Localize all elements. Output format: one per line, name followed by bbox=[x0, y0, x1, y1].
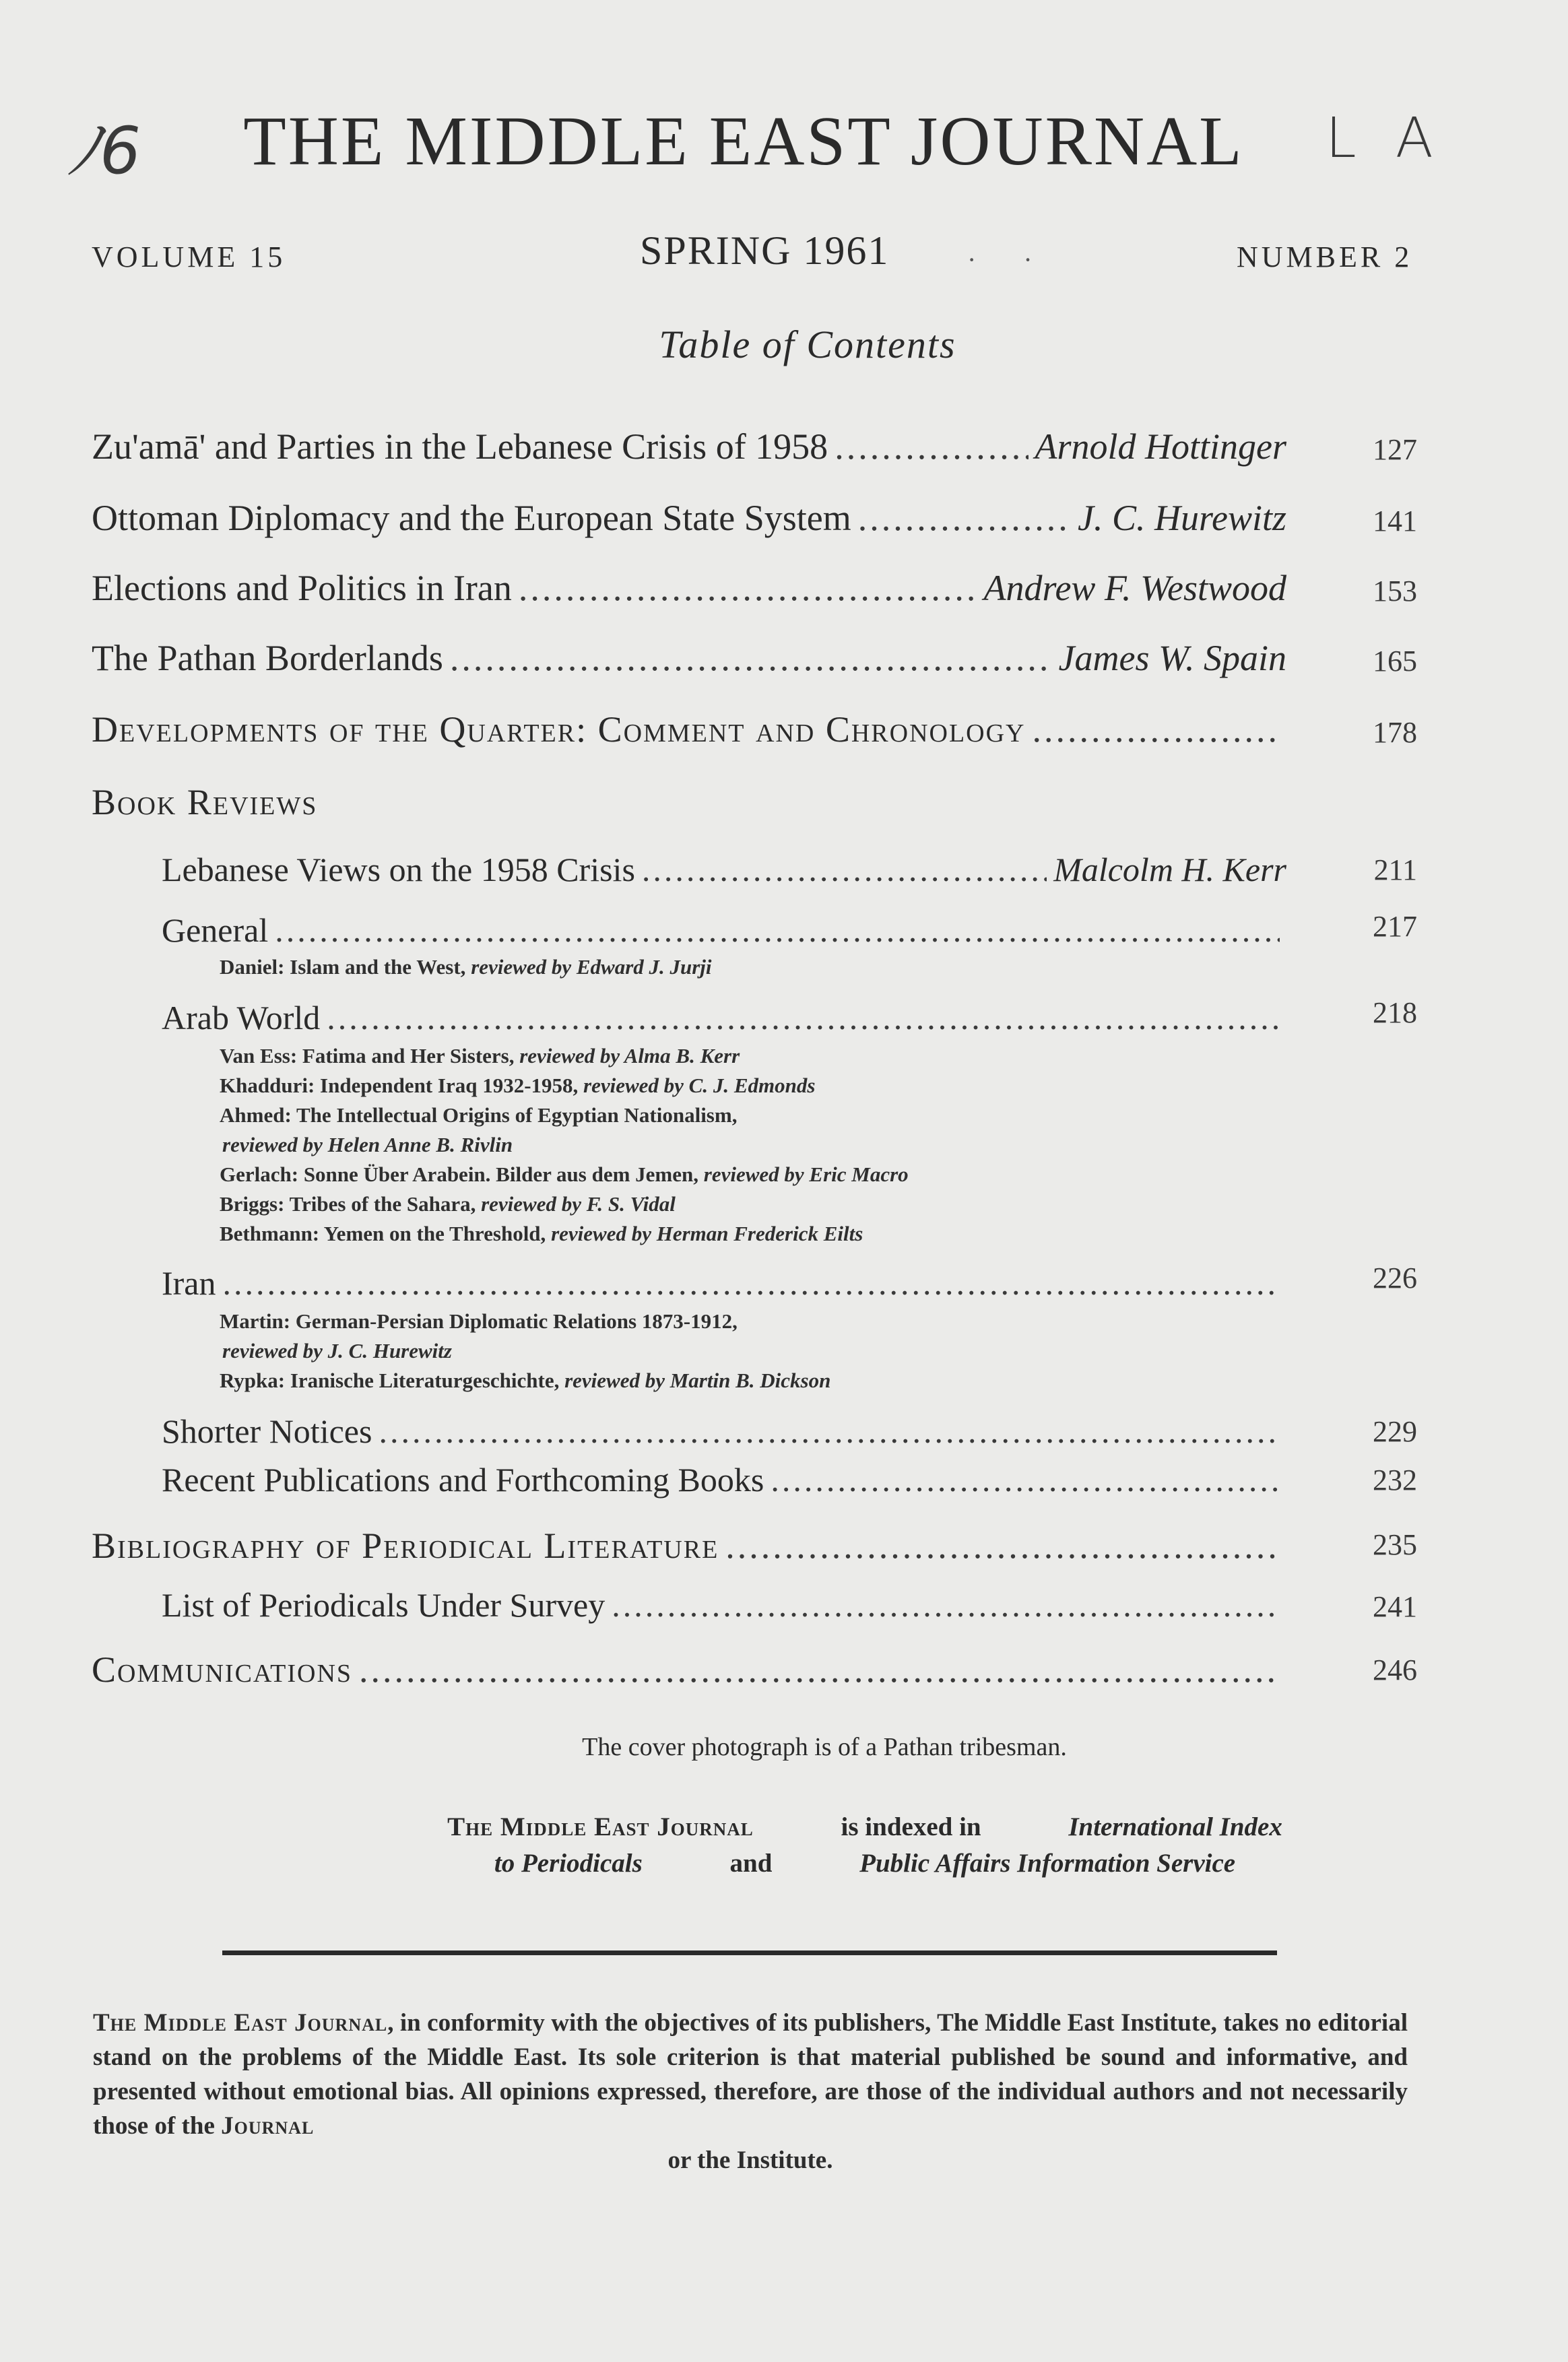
toc-entry[interactable] bbox=[92, 426, 1286, 467]
toc-entry[interactable] bbox=[92, 497, 1286, 539]
cover-photo-note: The cover photograph is of a Pathan tribesman. bbox=[582, 1733, 1067, 1761]
dot-leader bbox=[275, 911, 1280, 950]
review-item: Khadduri: Independent Iraq 1932-1958, reviewed by C. J. Edmonds bbox=[220, 1074, 816, 1097]
divider-rule bbox=[222, 1950, 1277, 1955]
handwritten-annotation-left: ﾉ6 bbox=[67, 113, 141, 189]
review-item-continued: reviewed by J. C. Hurewitz bbox=[222, 1339, 452, 1363]
page-number: 165 bbox=[1373, 645, 1417, 678]
dot-leader bbox=[450, 637, 1052, 679]
page-number: 241 bbox=[1373, 1590, 1417, 1623]
dot-leader bbox=[835, 426, 1028, 467]
entry-title: Shorter Notices bbox=[162, 1412, 372, 1450]
toc-entry[interactable] bbox=[92, 567, 1286, 609]
dot-leader bbox=[327, 998, 1280, 1037]
page-number: 232 bbox=[1373, 1464, 1417, 1497]
review-list-general bbox=[220, 952, 712, 982]
review-item: Gerlach: Sonne Über Arabein. Bilder aus dem Jemen, reviewed by Eric Macro bbox=[220, 1162, 909, 1186]
page-number: 141 bbox=[1373, 504, 1417, 537]
page-number: 211 bbox=[1373, 853, 1417, 886]
print-specks: ·· bbox=[967, 244, 1080, 275]
toc-entry[interactable] bbox=[92, 637, 1286, 679]
issue-season: SPRING 1961 bbox=[640, 228, 890, 273]
entry-title: Lebanese Views on the 1958 Crisis bbox=[162, 851, 635, 888]
toc-entry[interactable] bbox=[162, 1585, 1286, 1625]
entry-title: Bibliography of Periodical Literature bbox=[92, 1526, 719, 1566]
review-item: Van Ess: Fatima and Her Sisters, reviewed by Alma B. Kerr bbox=[220, 1044, 740, 1068]
toc-entry[interactable] bbox=[162, 1264, 1286, 1303]
entry-title: Developments of the Quarter: Comment and Chronology bbox=[92, 709, 1026, 750]
page-number: 127 bbox=[1373, 433, 1417, 466]
journal-title: THE MIDDLE EAST JOURNAL bbox=[243, 102, 1244, 180]
entry-title: Communications bbox=[92, 1649, 353, 1690]
dot-leader bbox=[642, 850, 1047, 889]
toc-entry[interactable] bbox=[162, 1460, 1286, 1499]
page-number: 226 bbox=[1373, 1261, 1417, 1294]
toc-entry[interactable] bbox=[162, 911, 1286, 950]
review-list-arab-world bbox=[220, 1041, 909, 1249]
toc-entry[interactable] bbox=[162, 998, 1286, 1037]
review-item: Ahmed: The Intellectual Origins of Egyptian Nationalism, bbox=[220, 1103, 738, 1127]
page-number: 178 bbox=[1373, 716, 1417, 749]
handwritten-annotation-right: L A bbox=[1326, 106, 1444, 170]
toc-entry[interactable] bbox=[162, 1412, 1286, 1451]
page-number: 217 bbox=[1373, 910, 1417, 943]
review-item-continued: reviewed by Helen Anne B. Rivlin bbox=[222, 1133, 513, 1156]
toc-entry-communications[interactable] bbox=[92, 1649, 1286, 1691]
page-number: 153 bbox=[1373, 575, 1417, 608]
page-number: 235 bbox=[1373, 1528, 1417, 1561]
page-number: 218 bbox=[1373, 996, 1417, 1029]
review-item: Briggs: Tribes of the Sahara, reviewed by F. S. Vidal bbox=[220, 1192, 676, 1216]
review-item: Daniel: Islam and the West, reviewed by Edward J. Jurji bbox=[220, 955, 712, 979]
review-item: Rypka: Iranische Literaturgeschichte, reviewed by Martin B. Dickson bbox=[220, 1369, 831, 1392]
entry-title: Elections and Politics in Iran bbox=[92, 568, 512, 608]
page-number: 229 bbox=[1373, 1415, 1417, 1448]
toc-entry[interactable] bbox=[162, 850, 1286, 889]
dot-leader bbox=[771, 1460, 1280, 1499]
entry-title: The Pathan Borderlands bbox=[92, 638, 443, 678]
dot-leader bbox=[1033, 709, 1280, 750]
entry-title: Iran bbox=[162, 1264, 216, 1302]
entry-author: Arnold Hottinger bbox=[1035, 426, 1286, 467]
page-number: 246 bbox=[1373, 1653, 1417, 1686]
entry-title: Ottoman Diplomacy and the European State System bbox=[92, 498, 851, 538]
entry-title: List of Periodicals Under Survey bbox=[162, 1586, 606, 1624]
dot-leader bbox=[379, 1412, 1280, 1451]
toc-entry-bibliography[interactable] bbox=[92, 1525, 1286, 1567]
book-reviews-heading: Book Reviews bbox=[92, 782, 318, 822]
entry-author: Malcolm H. Kerr bbox=[1053, 851, 1286, 888]
entry-author: J. C. Hurewitz bbox=[1078, 498, 1286, 538]
review-item: Bethmann: Yemen on the Threshold, reviewed by Herman Frederick Eilts bbox=[220, 1222, 863, 1245]
dot-leader bbox=[359, 1649, 1280, 1691]
index-note-line1: The Middle East Journal is indexed in International Index bbox=[447, 1812, 1282, 1841]
dot-leader bbox=[612, 1585, 1280, 1625]
dot-leader bbox=[519, 567, 977, 609]
review-item: Martin: German-Persian Diplomatic Relations 1873-1912, bbox=[220, 1309, 738, 1333]
entry-title: Zu'amā' and Parties in the Lebanese Crisis of 1958 bbox=[92, 426, 828, 467]
entry-author: James W. Spain bbox=[1058, 638, 1286, 678]
dot-leader bbox=[223, 1264, 1280, 1303]
volume-label: VOLUME 15 bbox=[92, 240, 286, 273]
entry-title: Arab World bbox=[162, 999, 321, 1037]
review-list-iran bbox=[220, 1307, 830, 1396]
entry-author: Andrew F. Westwood bbox=[983, 568, 1286, 608]
editorial-disclaimer: The Middle East Journal, in conformity with the objectives of its publishers, The Middle East Institute, takes no editorial stand on the problems of the Middle East. Its sole criterion is that material published be sound and informative, and presented without emotional bias. All opinions expressed, therefore, are those of the individual authors and not necessarily those of the Journal or the Institute. bbox=[93, 2009, 1408, 2174]
toc-heading: Table of Contents bbox=[659, 323, 956, 366]
dot-leader bbox=[725, 1525, 1280, 1567]
entry-title: General bbox=[162, 911, 269, 949]
issue-number: NUMBER 2 bbox=[1237, 240, 1413, 273]
dot-leader bbox=[858, 497, 1071, 539]
toc-entry-developments[interactable] bbox=[92, 709, 1286, 750]
index-note-line2: to Periodicals and Public Affairs Information Service bbox=[494, 1849, 1236, 1878]
entry-title: Recent Publications and Forthcoming Books bbox=[162, 1461, 764, 1499]
